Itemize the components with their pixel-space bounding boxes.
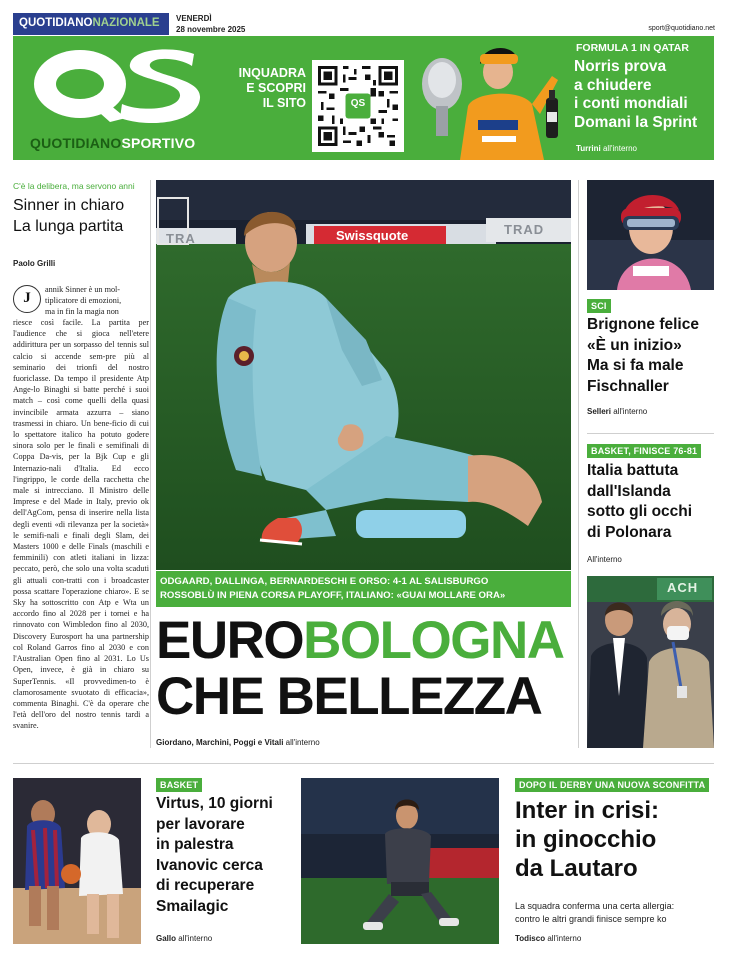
promo-line: IL SITO <box>262 96 306 110</box>
main-byline-authors: Giordano, Marchini, Poggi e Vitali <box>156 738 284 747</box>
inter-byline <box>515 934 581 943</box>
inter-summary-line: La squadra conferma una certa allergia: <box>515 901 675 911</box>
inter-headline-line: in ginocchio <box>515 826 657 853</box>
ski-headline-line: «È un inizio» <box>587 336 682 354</box>
f1-headline[interactable] <box>574 58 714 132</box>
ski-headline-line: Brignone felice <box>587 316 699 333</box>
basket-italy-headline-line: sotto gli occhi <box>587 503 693 520</box>
ski-byline-suffix: all'interno <box>613 407 648 416</box>
basket-italy-headline-line: di Polonara <box>587 523 672 541</box>
headline-bologna: BOLOGNA <box>303 611 564 670</box>
qr-center-label: QS <box>350 98 366 109</box>
promo-line: E SCOPRI <box>246 81 306 95</box>
virtus-headline[interactable] <box>156 794 296 917</box>
left-body-intro <box>45 284 149 318</box>
issue-date: 28 novembre 2025 <box>176 25 246 34</box>
bottom-section-rule <box>13 763 714 764</box>
ski-headline[interactable] <box>587 315 717 397</box>
polonara-photo <box>587 576 714 748</box>
ski-byline-author: Selleri <box>587 407 612 416</box>
body-line: riesce così facile. La partita per <box>13 318 149 327</box>
main-headline-line2: CHE BELLEZZA <box>156 667 542 726</box>
lautaro-photo-image <box>301 778 499 944</box>
virtus-headline-line: Virtus, 10 giorni <box>156 795 273 812</box>
basket-italy-kicker: BASKET, FINISCE 76-81 <box>587 444 701 458</box>
main-headline[interactable] <box>156 613 574 725</box>
main-photo <box>156 180 571 570</box>
f1-byline-suffix: all'interno <box>602 144 637 153</box>
promo-line: INQUADRA <box>238 66 306 80</box>
f1-kicker: FORMULA 1 IN QATAR <box>576 42 689 54</box>
basket-italy-byline-suffix: All'interno <box>587 555 622 564</box>
right-divider <box>587 433 714 434</box>
left-column-rule <box>150 180 151 748</box>
f1-headline-line: Norris prova <box>574 58 667 75</box>
dropcap-letter: J <box>23 290 31 306</box>
basket-italy-headline-line: dall'Islanda <box>587 482 671 500</box>
brand-name-left: QUOTIDIANO <box>19 17 93 29</box>
qs-logo-mark <box>22 40 202 130</box>
inter-headline[interactable] <box>515 796 715 883</box>
virtus-headline-line: Smailagic <box>156 897 229 915</box>
left-kicker: C'è la delibera, ma servono anni <box>13 181 135 191</box>
brand-name-right: NAZIONALE <box>92 17 160 29</box>
left-headline-line: La lunga partita <box>13 218 124 235</box>
basket-italy-headline-line: Italia battuta <box>587 462 679 479</box>
virtus-headline-line: Ivanovic cerca <box>156 856 263 874</box>
virtus-photo-image <box>13 778 141 944</box>
dropcap <box>13 285 41 313</box>
f1-byline <box>576 144 637 153</box>
logo-subtitle <box>30 135 195 151</box>
virtus-byline-suffix: all'interno <box>178 934 213 943</box>
billboard-center: Swissquote <box>336 228 409 243</box>
main-headline-line1 <box>156 613 574 669</box>
polonara-photo-sign: ACH <box>667 580 699 595</box>
inter-byline-suffix: all'interno <box>547 934 582 943</box>
body-paragraph: l'audience che si gioca nell'etere addirittura per un sorpasso del tennis sul calcio si accende sem-pre più al seminario dei trionfi del nostro fuoriclasse. Da tempo il presidente Atp Ange-lo Binaghi si batte perché i suoi match – così come quelli della quasi invincibile armata azzurra – siano trasmessi in chiaro. Un bene-ficio di cui lo spettatore italico ha potuto godere sinora solo per le finali e semifinali di Coppa Da-vis, per la Bjk Cup e gli Internazio-nali d'Italia. Ed ecco l'ingrippo, le corde della racchetta che male si intrecciano. Il Ministro delle Imprese e del Made in Italy, previo ok dell'AgCom, pensa di inserire nella lista degli eventi «di rilevanza per la società» le semifi-nali e finali degli Slam, dei Masters 1000 e delle Finals (maschili e femminili) con atleti italiani in lizza: peccato, però, che solo una volta scaduti gli attuali con-tratti con i broadcaster possa scattare l'operazione chiaro». E se Sky ha sottoscritto con Atp e Wta un accordo fino al 2028 per i tornei e ha rinnovato con Wimbledon fino al 2030, Discovery Eurosport ha una partnership col Roland Garros fino al 2030 e con l'Australian Open fino al 2031. Lo Us Open, invece, è già in chiaro su SuperTennis. «Il provvedimen-to è clamorosamente svuotato di efficacia», commenta Binaghi. C'è da operare che l'età dell'oro del nostro tennis tardi a svanire. <box>13 329 149 731</box>
caption-line: ROSSOBLÙ IN PIENA CORSA PLAYOFF, ITALIANO: «GUAI MOLLARE ORA» <box>160 590 506 601</box>
qr-promo-text <box>222 66 306 111</box>
norris-photo <box>420 36 570 160</box>
virtus-headline-line: in palestra <box>156 836 234 853</box>
norris-photo-image <box>420 36 570 160</box>
billboard-left: TRA <box>166 231 196 246</box>
brand-strip <box>13 13 169 35</box>
body-line: tiplicatore di emozioni, <box>45 296 122 306</box>
left-headline-line: Sinner in chiaro <box>13 197 125 214</box>
right-column-rule <box>578 180 579 748</box>
ski-headline-line: Fischnaller <box>587 377 669 395</box>
inter-headline-line: Inter in crisi: <box>515 797 660 824</box>
inter-summary-line: contro le altri grandi finisce sempre ko <box>515 913 667 924</box>
inter-kicker: DOPO IL DERBY UNA NUOVA SCONFITTA <box>515 778 709 792</box>
left-author: Paolo Grilli <box>13 259 56 268</box>
polonara-photo-image <box>587 576 714 748</box>
f1-headline-line: Domani la Sprint <box>574 113 698 131</box>
contact-email: sport@quotidiano.net <box>648 25 715 32</box>
logo-sub-right: SPORTIVO <box>121 135 196 151</box>
issue-day: VENERDÌ <box>176 14 212 23</box>
qs-logo <box>22 40 202 130</box>
left-body <box>13 317 149 747</box>
virtus-byline <box>156 934 212 943</box>
main-byline-suffix: all'interno <box>285 738 320 747</box>
brignone-photo <box>587 180 714 290</box>
body-line: annik Sinner è un mol- <box>45 285 121 294</box>
main-byline <box>156 738 320 747</box>
qr-code[interactable] <box>312 60 404 152</box>
virtus-photo <box>13 778 141 944</box>
f1-headline-line: a chiudere <box>574 76 652 94</box>
f1-headline-line: i conti mondiali <box>574 95 688 112</box>
billboard-right: TRAD <box>504 222 545 237</box>
inter-headline-line: da Lautaro <box>515 855 638 882</box>
virtus-kicker: BASKET <box>156 778 202 792</box>
f1-byline-author: Turrini <box>576 144 601 153</box>
headline-euro: EURO <box>156 611 304 670</box>
logo-sub-left: QUOTIDIANO <box>30 135 122 151</box>
virtus-byline-author: Gallo <box>156 934 177 943</box>
inter-byline-author: Todisco <box>515 934 546 943</box>
caption-line: ODGAARD, DALLINGA, BERNARDESCHI E ORSO: 4-1 AL SALISBURGO <box>160 576 489 587</box>
lautaro-photo <box>301 778 499 944</box>
basket-italy-byline <box>587 555 622 564</box>
virtus-headline-line: per lavorare <box>156 815 245 833</box>
inter-summary <box>515 900 715 925</box>
brignone-photo-image <box>587 180 714 290</box>
virtus-headline-line: di recuperare <box>156 877 255 894</box>
ski-byline <box>587 407 647 416</box>
left-headline[interactable] <box>13 195 149 237</box>
ski-headline-line: Ma si fa male <box>587 357 684 374</box>
main-caption <box>160 575 570 603</box>
brand-name <box>19 17 160 29</box>
body-line: ma in fin la magia non <box>45 307 119 317</box>
ski-kicker: SCI <box>587 299 611 313</box>
basket-italy-headline[interactable] <box>587 461 717 543</box>
